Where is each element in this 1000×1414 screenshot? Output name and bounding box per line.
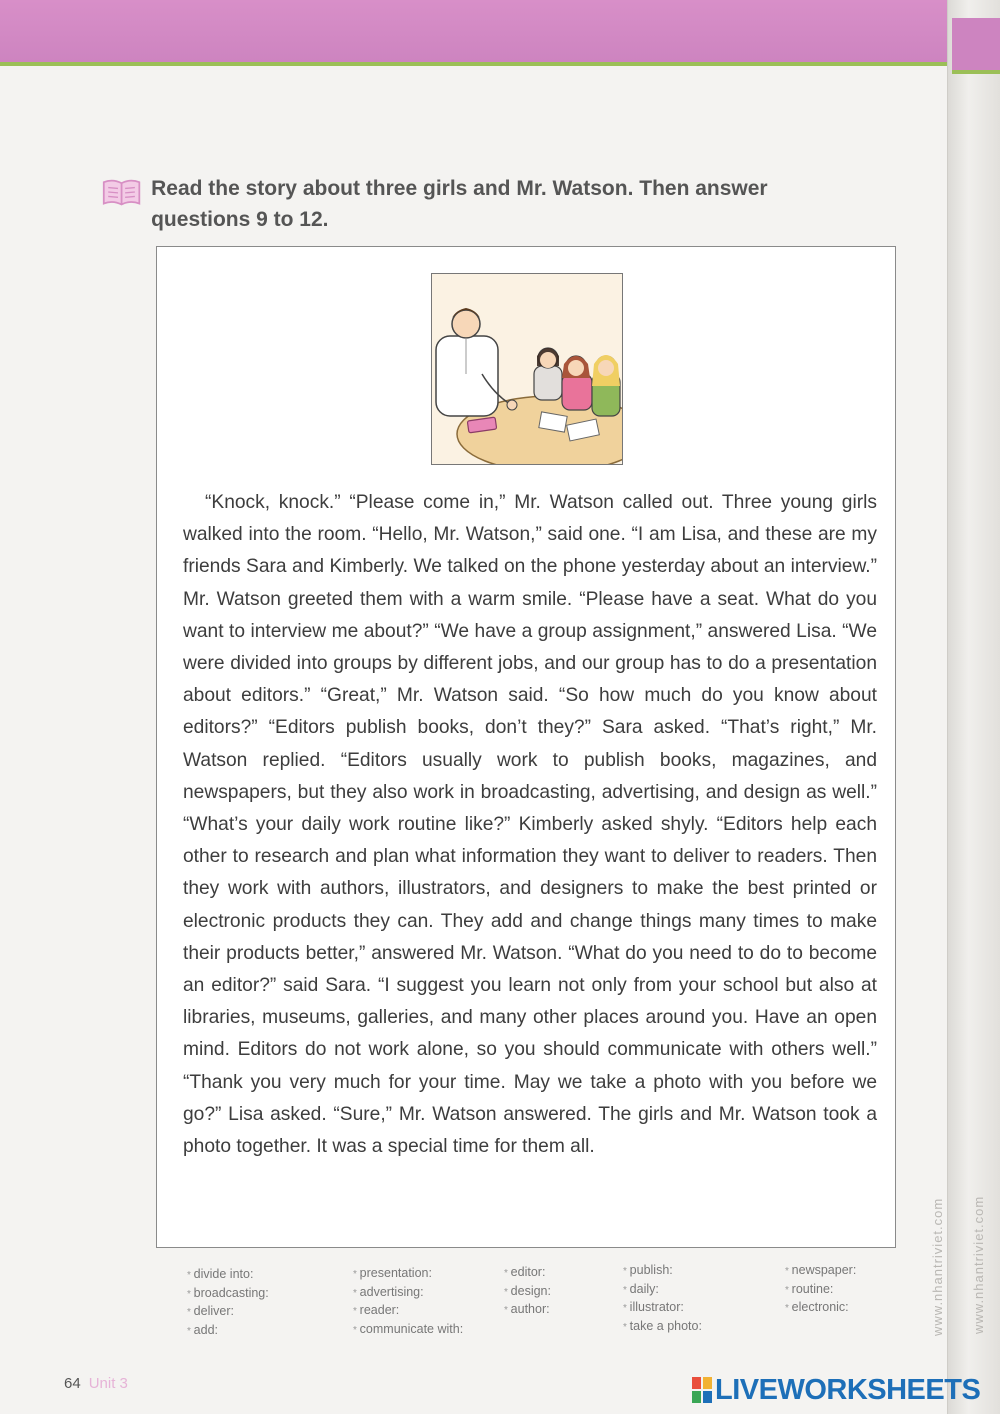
vocab-item: * editor: (504, 1264, 551, 1283)
vocab-column-3 (504, 1264, 551, 1320)
unit-label: Unit 3 (88, 1375, 128, 1392)
vocabulary-list (0, 1263, 1000, 1337)
logo-badge-icon (692, 1377, 712, 1403)
vocab-item: * broadcasting: (187, 1285, 269, 1304)
vocab-item: * take a photo: (623, 1318, 702, 1337)
instruction-text: Read the story about three girls and Mr. Watson. Then answer questions 9 to 12. (151, 177, 768, 231)
story-text: “Knock, knock.” “Please come in,” Mr. Watson called out. Three young girls walked into the room. “Hello, Mr. Watson,” said one. “I am Lisa, and these are my friends Sara and Kimberly. We talked on the phone yesterday about an interview.” Mr. Watson greeted them with a warm smile. “Please have a seat. What do you want to interview me about?” “We have a group assignment,” answered Lisa. “We were divided into groups by different jobs, and our group has to do a presentation about editors.” “Great,” Mr. Watson said. “So how much do you know about editors?” “Editors publish books, don’t they?” Sara asked. “That’s right,” Mr. Watson replied. “Editors usually work to publish books, magazines, and newspapers, but they also work in broadcasting, advertising, and design as well.” “What’s your daily work routine like?” Kimberly asked shyly. “Editors help each other to research and plan what information they want to deliver to readers. Then they work with authors, illustrators, and designers to make the best printed or electronic products they can. They add and change things many times to make their products better,” answered Mr. Watson. “What do you need to do to become an editor?” said Sara. “I suggest you learn not only from your school but also at libraries, museums, galleries, and many other places around you. Have an open mind. Editors do not work alone, so you should communicate with others well.” “Thank you very much for your time. May we take a photo with you before we go?” Lisa asked. “Sure,” Mr. Watson answered. The girls and Mr. Watson took a photo together. It was a special time for them all. (183, 492, 877, 1158)
watermark-text-2: www.nhantriviet.com (971, 1195, 986, 1334)
vocab-item: * routine: (785, 1281, 856, 1300)
vocab-item: * daily: (623, 1281, 702, 1300)
vocab-column-2 (353, 1265, 463, 1339)
vocab-column-5 (785, 1262, 856, 1318)
vocab-item: * reader: (353, 1302, 463, 1321)
page-edge-band (952, 18, 1000, 70)
story-box (156, 246, 896, 1248)
vocab-item: * deliver: (187, 1303, 269, 1322)
vocab-item: * presentation: (353, 1265, 463, 1284)
story-illustration (431, 273, 623, 465)
page-footer (64, 1375, 128, 1392)
vocab-item: * publish: (623, 1262, 702, 1281)
vocab-column-1 (187, 1266, 269, 1340)
vocab-column-4 (623, 1262, 702, 1336)
vocab-item: * newspaper: (785, 1262, 856, 1281)
watermark-text: www.nhantriviet.com (930, 1197, 945, 1336)
vocab-item: * add: (187, 1322, 269, 1341)
open-book-icon (102, 175, 141, 209)
page-number: 64 (64, 1375, 81, 1392)
vocab-item: * advertising: (353, 1284, 463, 1303)
exercise-header (102, 173, 862, 235)
top-color-band (0, 0, 950, 62)
vocab-item: * divide into: (187, 1266, 269, 1285)
vocab-item: * electronic: (785, 1299, 856, 1318)
vocab-item: * design: (504, 1283, 551, 1302)
vocab-item: * author: (504, 1301, 551, 1320)
page-edge-line (952, 70, 1000, 74)
top-accent-line (0, 62, 950, 66)
vocab-item: * communicate with: (353, 1321, 463, 1340)
liveworksheets-logo[interactable] (692, 1370, 992, 1410)
vocab-item: * illustrator: (623, 1299, 702, 1318)
logo-text: LIVEWORKSHEETS (715, 1373, 981, 1406)
